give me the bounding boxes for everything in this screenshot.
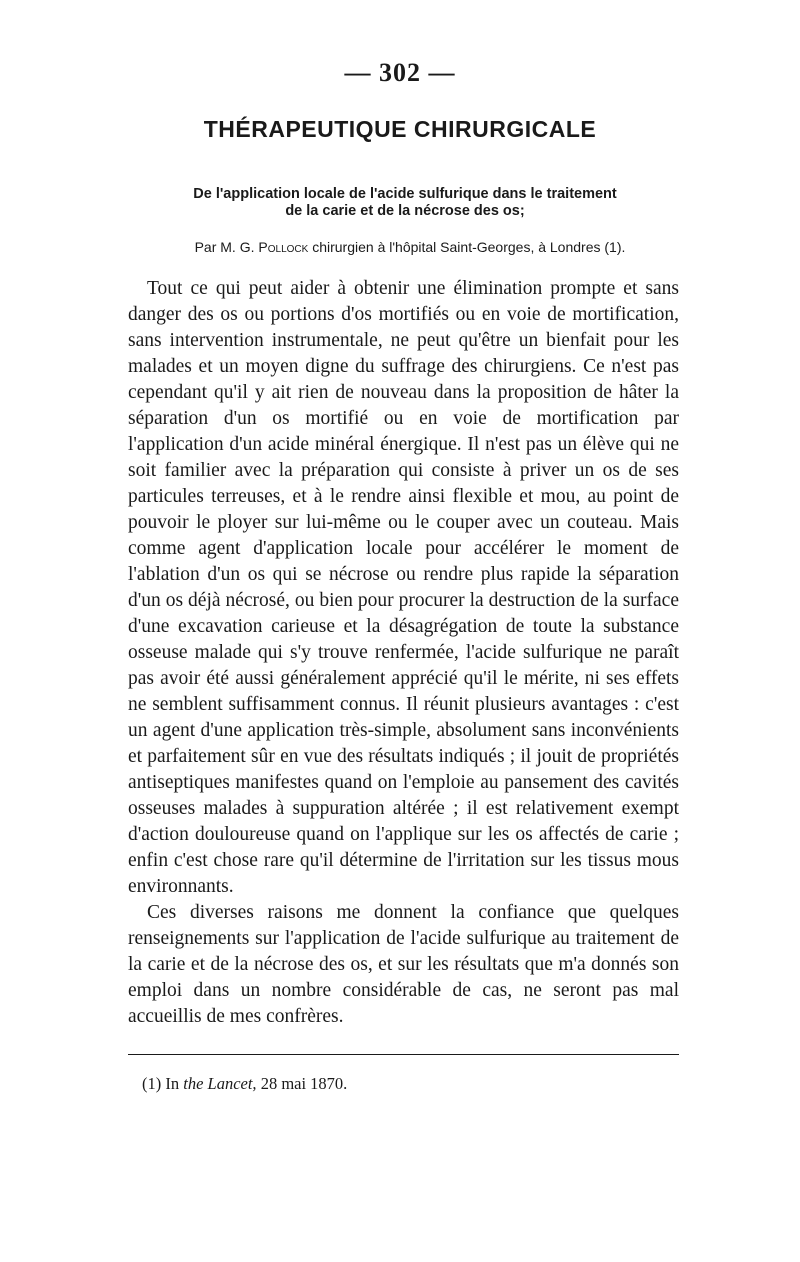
article-body [128, 276, 679, 1030]
byline-author: Pollock [258, 239, 309, 255]
byline [120, 239, 700, 255]
byline-prefix: Par M. G. [194, 239, 259, 255]
paragraph-2: Ces diverses raisons me donnent la confiance que quelques renseignements sur l'application de l'acide sulfurique au traitement de la carie et de la nécrose des os, et sur les résultats que m'a donnés son emploi dans un nombre considérable de cas, ne seront pas mal accueillis de mes confrères. [128, 902, 679, 1027]
article-title-line-2: de la carie et de la nécrose des os; [285, 203, 525, 219]
footnote-divider [128, 1054, 679, 1055]
footnote-suffix: 28 mai 1870. [256, 1074, 348, 1093]
paragraph-1: Tout ce qui peut aider à obtenir une élimination prompte et sans danger des os ou portions d'os mortifiés ou en voie de mortification, sans intervention instrumentale, ne peut qu'être un bienfait pour les malades et un moyen digne du suffrage des chirurgiens. Ce n'est pas cependant qu'il y ait rien de nouveau dans la proposition de hâter la séparation d'un os mortifié ou en voie de mortification par l'application d'un acide minéral énergique. Il n'est pas un élève qui ne soit familier avec la préparation qui consiste à priver un os de ses particules terreuses, et à le rendre ainsi flexible et mou, au point de pouvoir le ployer sur lui-même ou le couper avec un couteau. Mais comme agent d'application locale pour accélérer le moment de l'ablation d'un os qui se nécrose ou rendre plus rapide la séparation d'un os déjà nécrosé, ou bien pour procurer la destruction de la surface d'une excavation carieuse et la désagrégation de toute la substance osseuse malade qui s'y trouve renfermée, l'acide sulfurique ne paraît pas avoir été aussi généralement apprécié qu'il le mérite, ni ses effets ne semblent suffisamment connus. Il réunit plusieurs avantages : c'est un agent d'une application très-simple, absolument sans inconvénients et parfaitement sûr en vue des résultats indiqués ; il jouit de propriétés antiseptiques manifestes quand on l'emploie au pansement des cavités osseuses malades à suppuration altérée ; il est relativement exempt d'action douloureuse quand on l'applique sur les os affectés de carie ; enfin c'est chose rare qu'il détermine de l'irritation sur les tissus mous environnants. [128, 278, 679, 897]
section-title: THÉRAPEUTIQUE CHIRURGICALE [203, 116, 597, 142]
article-title [120, 186, 690, 220]
article-title-line-1: De l'application locale de l'acide sulfurique dans le traitement [193, 186, 617, 202]
footnote [142, 1074, 662, 1094]
page-number: — 302 — [344, 58, 456, 87]
footnote-prefix: (1) In [142, 1074, 184, 1093]
byline-suffix: chirurgien à l'hôpital Saint-Georges, à Londres (1). [308, 239, 626, 255]
footnote-journal: the Lancet, [183, 1074, 257, 1093]
